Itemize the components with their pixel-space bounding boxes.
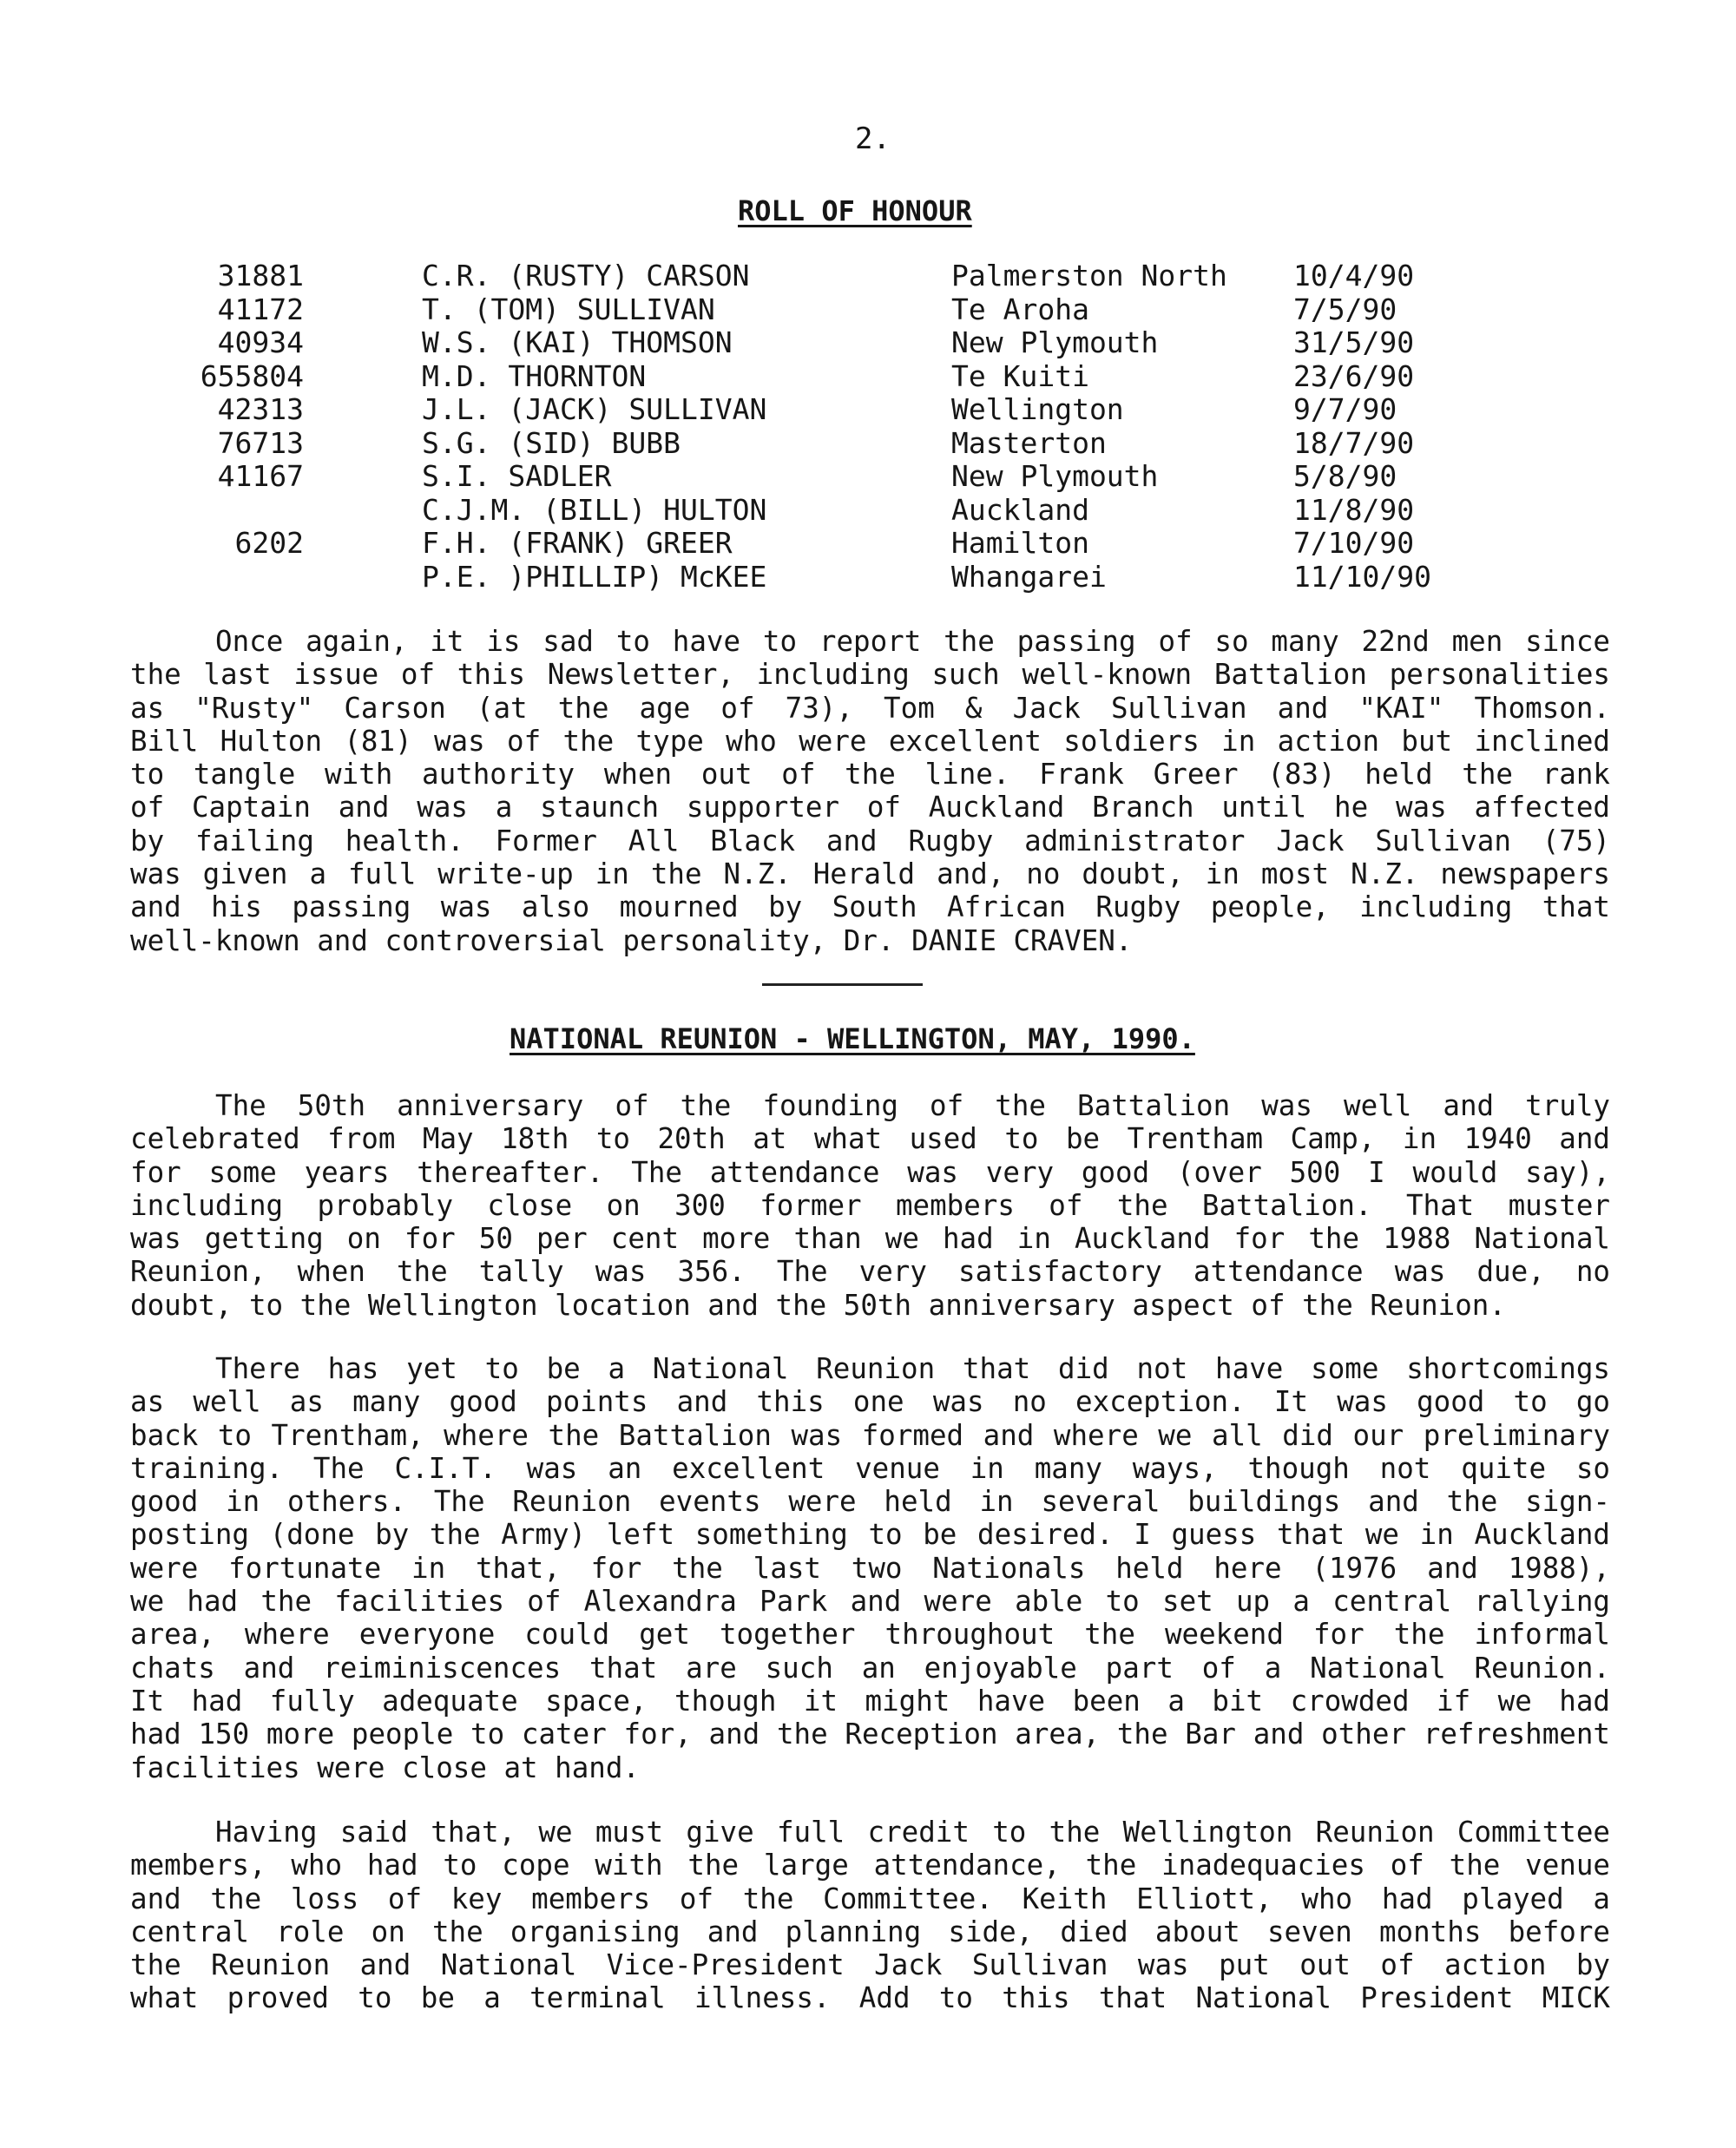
- text-line: well-known and controversial personality, Dr. DANIE CRAVEN.: [130, 923, 1133, 957]
- text-line: area, where everyone could get together throughout the weekend for the informal: [130, 1618, 1610, 1652]
- text-line: for some years thereafter. The attendance was very good (over 500 I would say),: [130, 1155, 1610, 1189]
- death-date: 11/10/90: [1293, 559, 1431, 594]
- text-line: of Captain and was a staunch supporter of Auckland Branch until he was affected: [130, 791, 1610, 824]
- member-place: Wellington: [951, 392, 1124, 426]
- roll-entry: [0, 325, 1736, 359]
- roll-entry: [0, 359, 1736, 393]
- text-line: members, who had to cope with the large attendance, the inadequacies of the venue: [130, 1849, 1610, 1882]
- text-line: as well as many good points and this one was no exception. It was good to go: [130, 1385, 1610, 1419]
- member-place: Te Kuiti: [951, 358, 1089, 393]
- death-date: 31/5/90: [1293, 325, 1415, 359]
- roll-entry: [0, 426, 1736, 460]
- service-number: 76713: [217, 425, 304, 460]
- service-number: 42313: [217, 392, 304, 426]
- roll-entry: [0, 459, 1736, 493]
- death-date: 11/8/90: [1293, 492, 1415, 527]
- member-place: Whangarei: [951, 559, 1107, 594]
- text-line: the Reunion and National Vice-President Jack Sullivan was put out of action by: [130, 1948, 1610, 1982]
- member-name: T. (TOM) SULLIVAN: [422, 292, 715, 326]
- death-date: 18/7/90: [1293, 425, 1415, 460]
- member-place: Auckland: [951, 492, 1089, 527]
- member-place: New Plymouth: [951, 459, 1159, 493]
- page-number: 2.: [855, 122, 891, 156]
- text-line: had 150 more people to cater for, and the Reception area, the Bar and other refreshment: [130, 1718, 1610, 1751]
- text-line: It had fully adequate space, though it might have been a bit crowded if we had: [130, 1684, 1610, 1718]
- service-number: 41167: [217, 459, 304, 493]
- member-place: Te Aroha: [951, 292, 1089, 326]
- text-line: central role on the organising and planning side, died about seven months before: [130, 1915, 1610, 1948]
- reunion-paragraph-3: [130, 1816, 1610, 2015]
- service-number: 41172: [217, 292, 304, 326]
- roll-entry: [0, 292, 1736, 326]
- death-date: 23/6/90: [1293, 358, 1415, 393]
- death-date: 9/7/90: [1293, 392, 1397, 426]
- text-line: including probably close on 300 former members of the Battalion. That muster: [130, 1188, 1610, 1222]
- text-line: good in others. The Reunion events were held in several buildings and the sign-: [130, 1485, 1610, 1519]
- member-name: M.D. THORNTON: [422, 358, 647, 393]
- roll-entry: [0, 493, 1736, 527]
- text-line: was getting on for 50 per cent more than we had in Auckland for the 1988 National: [130, 1222, 1610, 1256]
- roll-of-honour-table: [0, 259, 1736, 593]
- roll-entry: [0, 560, 1736, 594]
- member-place: New Plymouth: [951, 325, 1159, 359]
- roll-entry: [0, 259, 1736, 292]
- member-name: C.J.M. (BILL) HULTON: [422, 492, 767, 527]
- reunion-paragraph-1: [130, 1089, 1610, 1322]
- text-line: posting (done by the Army) left something to be desired. I guess that we in Auckland: [130, 1518, 1610, 1552]
- roll-of-honour-heading: ROLL OF HONOUR: [738, 194, 972, 227]
- text-line: Reunion, when the tally was 356. The very satisfactory attendance was due, no: [130, 1255, 1610, 1289]
- text-line: Once again, it is sad to have to report the passing of so many 22nd men since: [215, 625, 1610, 658]
- member-place: Palmerston North: [951, 259, 1227, 292]
- text-line: were fortunate in that, for the last two Nationals held here (1976 and 1988),: [130, 1551, 1610, 1585]
- reunion-paragraph-2: [130, 1352, 1610, 1784]
- member-place: Masterton: [951, 425, 1107, 460]
- section-divider: [762, 983, 923, 986]
- text-line: training. The C.I.T. was an excellent venue in many ways, though not quite so: [130, 1451, 1610, 1485]
- national-reunion-heading: NATIONAL REUNION - WELLINGTON, MAY, 1990.: [510, 1022, 1195, 1055]
- text-line: we had the facilities of Alexandra Park and were able to set up a central rallying: [130, 1585, 1610, 1619]
- text-line: and his passing was also mourned by South African Rugby people, including that: [130, 890, 1610, 924]
- member-name: P.E. )PHILLIP) McKEE: [422, 559, 767, 594]
- text-line: as "Rusty" Carson (at the age of 73), Tom & Jack Sullivan and "KAI" Thomson.: [130, 691, 1610, 725]
- service-number: 655804: [200, 358, 304, 393]
- member-place: Hamilton: [951, 526, 1089, 560]
- text-line: was given a full write-up in the N.Z. Herald and, no doubt, in most N.Z. newspapers: [130, 857, 1610, 891]
- text-line: The 50th anniversary of the founding of the Battalion was well and truly: [215, 1089, 1610, 1122]
- member-name: S.G. (SID) BUBB: [422, 425, 681, 460]
- text-line: what proved to be a terminal illness. Add to this that National President MICK: [130, 1981, 1610, 2015]
- text-line: to tangle with authority when out of the line. Frank Greer (83) held the rank: [130, 758, 1610, 792]
- service-number: 6202: [234, 526, 304, 560]
- roll-entry: [0, 526, 1736, 560]
- death-date: 10/4/90: [1293, 259, 1415, 292]
- text-line: and the loss of key members of the Committee. Keith Elliott, who had played a: [130, 1882, 1610, 1915]
- roll-of-honour-paragraph: [130, 625, 1610, 957]
- text-line: back to Trentham, where the Battalion was formed and where we all did our preliminary: [130, 1418, 1610, 1452]
- text-line: doubt, to the Wellington location and the 50th anniversary aspect of the Reunion.: [130, 1288, 1506, 1322]
- member-name: F.H. (FRANK) GREER: [422, 526, 733, 560]
- death-date: 7/5/90: [1293, 292, 1397, 326]
- text-line: by failing health. Former All Black and Rugby administrator Jack Sullivan (75): [130, 824, 1610, 857]
- service-number: 31881: [217, 259, 304, 292]
- death-date: 5/8/90: [1293, 459, 1397, 493]
- text-line: facilities were close at hand.: [130, 1751, 640, 1784]
- text-line: chats and reiminiscences that are such an enjoyable part of a National Reunion.: [130, 1651, 1610, 1685]
- roll-entry: [0, 392, 1736, 426]
- member-name: S.I. SADLER: [422, 459, 612, 493]
- member-name: C.R. (RUSTY) CARSON: [422, 259, 750, 292]
- text-line: the last issue of this Newsletter, including such well-known Battalion personalities: [130, 658, 1610, 692]
- text-line: Having said that, we must give full credit to the Wellington Reunion Committee: [215, 1816, 1610, 1849]
- text-line: celebrated from May 18th to 20th at what used to be Trentham Camp, in 1940 and: [130, 1122, 1610, 1156]
- text-line: Bill Hulton (81) was of the type who were excellent soldiers in action but inclined: [130, 724, 1610, 758]
- member-name: W.S. (KAI) THOMSON: [422, 325, 733, 359]
- text-line: There has yet to be a National Reunion that did not have some shortcomings: [215, 1352, 1610, 1385]
- death-date: 7/10/90: [1293, 526, 1415, 560]
- member-name: J.L. (JACK) SULLIVAN: [422, 392, 767, 426]
- service-number: 40934: [217, 325, 304, 359]
